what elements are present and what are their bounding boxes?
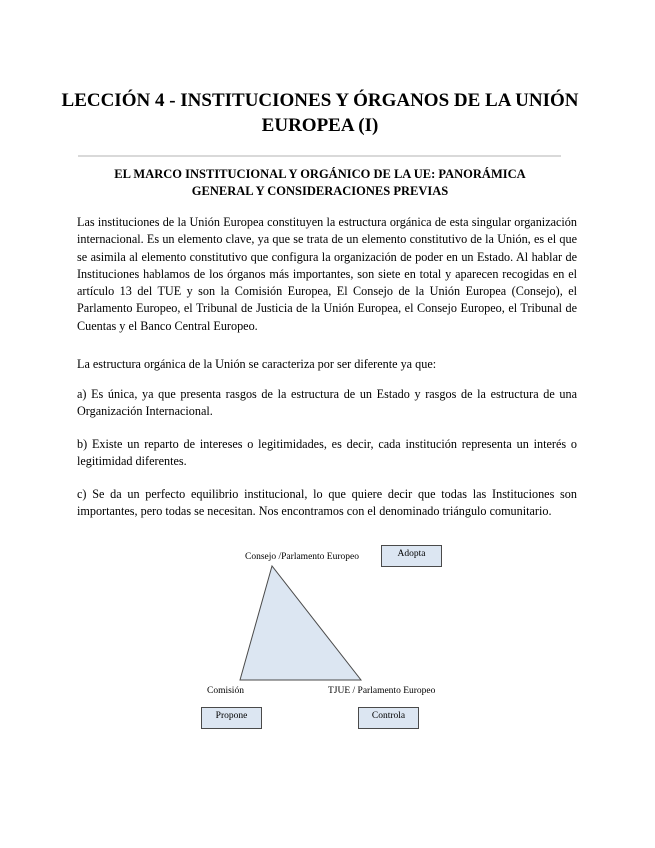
section-heading: EL MARCO INSTITUCIONAL Y ORGÁNICO DE LA UE: PANORÁMICA GENERAL Y CONSIDERACIONES PREVIAS <box>114 167 526 198</box>
right-vertex-label: TJUE / Parlamento Europeo <box>328 686 436 696</box>
lesson-title: LECCIÓN 4 - INSTITUCIONES Y ÓRGANOS DE LA UNIÓN EUROPEA (I) <box>61 90 579 136</box>
propone-box: Propone <box>201 707 262 729</box>
adopta-box: Adopta <box>381 545 442 567</box>
paragraph-institutions: Las instituciones de la Unión Europea constituyen la estructura orgánica de esta singular organización internacional. Es un elemento clave, ya que se trata de un elemento constitutivo de la Unión, es el que se asimila al elemento constitutivo que configura la organización de poder en un Estado. Al hablar de Instituciones hablamos de los órganos más importantes, son siete en total y aparecen recogidas en el artículo 13 del TUE y son la Comisión Europea, El Consejo de la Unión Europea (Consejo), el Parlamento Europeo, el Tribunal de Justicia de la Unión Europea, el Consejo Europeo, el Tribunal de Cuentas y el Banco Central Europeo. <box>77 215 577 333</box>
triangle-graphic <box>195 538 460 733</box>
left-vertex-label: Comisión <box>207 686 244 696</box>
triangle-shape <box>240 566 361 680</box>
controla-box: Controla <box>358 707 419 729</box>
community-triangle-diagram <box>195 538 460 733</box>
paragraph-point-c: c) Se da un perfecto equilibrio institucional, lo que quiere decir que todas las Instituciones son importantes, pero todas se necesitan. Nos encontramos con el denominado triángulo comunitario. <box>77 487 577 519</box>
title-divider <box>78 155 561 157</box>
paragraph-structure-intro: La estructura orgánica de la Unión se caracteriza por ser diferente ya que: <box>77 357 437 371</box>
paragraph-point-b: b) Existe un reparto de intereses o legitimidades, es decir, cada institución representa un interés o legitimidad diferentes. <box>77 437 577 469</box>
top-vertex-label: Consejo /Parlamento Europeo <box>245 552 359 562</box>
paragraph-point-a: a) Es única, ya que presenta rasgos de la estructura de un Estado y rasgos de la estructura de una Organización Internacional. <box>77 387 577 419</box>
